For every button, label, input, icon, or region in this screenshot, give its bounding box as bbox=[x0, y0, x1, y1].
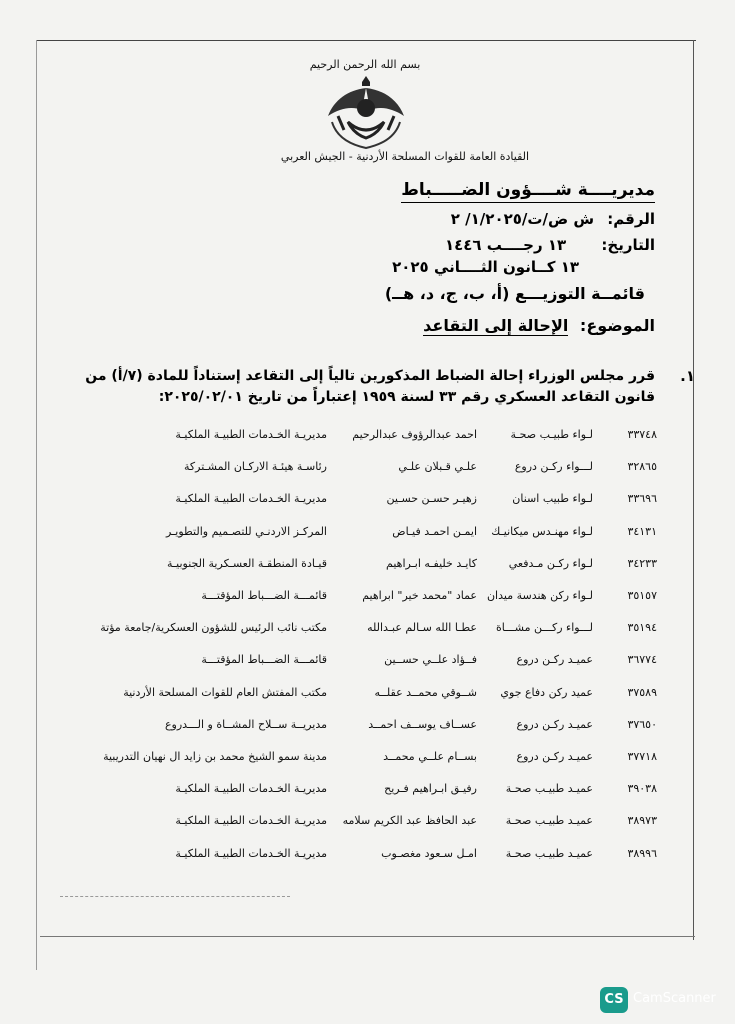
officer-name: ايمـن احمـد فيـاض bbox=[392, 524, 477, 538]
officer-rank: لـواء ركـن مـدفعي bbox=[508, 556, 593, 570]
officer-rank: عميـد ركـن دروع bbox=[516, 653, 593, 667]
paragraph-1 bbox=[85, 366, 695, 408]
officer-unit: قيـادة المنطقـة العسـكرية الجنوبيـة bbox=[167, 556, 327, 570]
officer-unit: مديريـة الخـدمات الطبيـة الملكيـة bbox=[175, 492, 327, 506]
officer-name: علـي قـبلان علـي bbox=[398, 460, 477, 474]
reference-label: الرقم: bbox=[607, 210, 655, 228]
army-emblem-icon bbox=[318, 72, 414, 152]
officer-unit: مديريـة الخـدمات الطبيـة الملكيـة bbox=[175, 814, 327, 828]
officer-rank: عميد ركن دفاع جوي bbox=[500, 685, 593, 699]
frame-line-top bbox=[36, 40, 696, 41]
reference-line bbox=[451, 210, 655, 228]
table-row bbox=[77, 814, 657, 832]
officer-unit: رئاسـة هيئـة الاركـان المشـتركة bbox=[184, 460, 327, 474]
officer-name: عســاف يوســف احمــد bbox=[368, 717, 477, 731]
officer-name: رفيـق ابـراهيم فـريح bbox=[384, 782, 477, 796]
paragraph-text: قرر مجلس الوزراء إحالة الضباط المذكورين تالياً إلى التقاعد إستناداً للمادة (٧/أ) من قانون التقاعد العسكري رقم ٣٣ لسنة ١٩٥٩ إعتباراً من تاريخ ٢٠٢٥/٠٢/٠١: bbox=[85, 368, 655, 405]
officer-name: عبد الحافظ عبد الكريم سلامه bbox=[342, 814, 477, 828]
officer-rank: عميـد طبيـب صحـة bbox=[505, 814, 593, 828]
officer-unit: قائمـــة الضـــباط المؤقتـــة bbox=[201, 589, 327, 602]
date-gregorian: ١٣ كــانون الثــــاني ٢٠٢٥ bbox=[392, 258, 579, 276]
frame-line-right bbox=[693, 40, 694, 940]
officer-name: احمد عبدالرؤوف عبدالرحيم bbox=[352, 428, 477, 441]
table-row bbox=[77, 653, 657, 671]
subject-label: الموضوع: bbox=[579, 316, 655, 335]
officer-num: ٣٣٦٩٦ bbox=[627, 492, 657, 506]
command-title: القيادة العامة للقوات المسلحة الأردنية - الجيش العربي bbox=[280, 150, 530, 163]
officer-rank: لـواء ركن هندسة ميدان bbox=[486, 589, 593, 602]
officer-rank: لـواء طبيب اسنان bbox=[512, 492, 593, 506]
officer-name: عطـا الله سـالم عبـدالله bbox=[367, 621, 477, 635]
officer-unit: مديريـة الخـدمات الطبيـة الملكيـة bbox=[175, 428, 327, 441]
camscanner-logo-icon: CS bbox=[600, 987, 628, 1013]
subject-line bbox=[423, 316, 655, 335]
date-label: التاريخ: bbox=[601, 236, 655, 254]
table-row bbox=[77, 557, 657, 575]
officer-rank: عميـد طبيـب صحـة bbox=[505, 846, 593, 860]
officer-unit: مديريـة الخـدمات الطبيـة الملكيـة bbox=[175, 846, 327, 860]
officer-unit: المركـز الاردنـي للتصـميم والتطويـر bbox=[165, 524, 327, 538]
officer-name: عماد "محمد خير" ابراهيم bbox=[362, 589, 477, 602]
paragraph-number: ١. bbox=[680, 367, 695, 385]
officer-unit: مديريـة الخـدمات الطبيـة الملكيـة bbox=[175, 782, 327, 796]
table-row bbox=[77, 428, 657, 446]
table-row bbox=[77, 750, 657, 768]
table-row bbox=[77, 621, 657, 639]
officer-rank: لـــواء ركـن دروع bbox=[514, 460, 593, 474]
distribution-list: قائمــة التوزيـــع (أ، ب، ج، د، هــ) bbox=[384, 284, 645, 303]
officer-num: ٣٧٦٥٠ bbox=[627, 717, 657, 731]
subject-value: الإحالة إلى التقاعد bbox=[423, 316, 569, 335]
officer-num: ٣٤١٣١ bbox=[627, 524, 657, 538]
officer-rank: عميـد طبيـب صحـة bbox=[505, 782, 593, 796]
frame-line-left bbox=[36, 40, 37, 970]
officer-name: شــوقي محمــد عقلــه bbox=[374, 685, 477, 699]
officer-unit: مدينة سمو الشيخ محمد بن زايد ال نهيان التدريبية bbox=[103, 750, 327, 763]
table-row bbox=[77, 718, 657, 736]
officer-unit: مكتب المفتش العام للقوات المسلحة الأردنية bbox=[123, 685, 327, 699]
table-row bbox=[77, 492, 657, 510]
frame-line-bottom bbox=[40, 936, 695, 937]
officer-rank: عميـد ركـن دروع bbox=[516, 750, 593, 763]
officer-unit: مديريــة ســلاح المشــاة و الـــدروع bbox=[164, 717, 327, 731]
officer-unit: مكتب نائب الرئيس للشؤون العسكرية/جامعة مؤتة bbox=[100, 621, 327, 635]
table-row bbox=[77, 589, 657, 607]
officer-name: بســام علــي محمــد bbox=[383, 750, 477, 763]
officer-name: كايـد خليفـه ابـراهيم bbox=[386, 556, 477, 570]
table-row bbox=[77, 686, 657, 704]
officer-num: ٣٤٢٣٣ bbox=[627, 556, 657, 570]
dashed-line bbox=[60, 896, 290, 897]
officer-num: ٣٥١٩٤ bbox=[627, 621, 657, 635]
officer-num: ٣٧٥٨٩ bbox=[627, 685, 657, 699]
officer-rank: لـواء طبيـب صحـة bbox=[510, 428, 593, 441]
officer-num: ٣٢٨٦٥ bbox=[627, 460, 657, 474]
date-hijri: ١٣ رجــــب ١٤٤٦ bbox=[444, 236, 567, 254]
table-row bbox=[77, 782, 657, 800]
table-row bbox=[77, 847, 657, 865]
bismillah-heading: بسم الله الرحمن الرحيم bbox=[309, 58, 421, 71]
officer-name: فــؤاد علــي حســين bbox=[384, 653, 477, 667]
date-greg-line bbox=[392, 258, 587, 276]
officer-num: ٣٨٩٩٦ bbox=[627, 846, 657, 860]
table-row bbox=[77, 525, 657, 543]
table-row bbox=[77, 460, 657, 478]
camscanner-watermark: CamScanner bbox=[633, 991, 716, 1006]
officer-rank: عميـد ركـن دروع bbox=[516, 717, 593, 731]
department-title: مديريــــة شــــؤون الضـــــباط bbox=[401, 180, 655, 203]
officer-rank: لـواء مهنـدس ميكانيـك bbox=[491, 524, 593, 538]
officer-num: ٣٧٧١٨ bbox=[627, 750, 657, 763]
officer-name: زهيـر حسـن حسـين bbox=[386, 492, 477, 506]
date-line bbox=[445, 236, 655, 254]
officer-num: ٣٣٧٤٨ bbox=[627, 428, 657, 441]
officer-num: ٣٨٩٧٣ bbox=[627, 814, 657, 828]
officer-rank: لـــواء ركـــن مشـــاة bbox=[495, 621, 593, 635]
officer-num: ٣٥١٥٧ bbox=[627, 589, 657, 602]
officer-num: ٣٦٧٧٤ bbox=[627, 653, 657, 667]
officer-name: امـل سـعود مغصـوب bbox=[381, 846, 477, 860]
officer-num: ٣٩٠٣٨ bbox=[627, 782, 657, 796]
reference-value: ش ض/ت/١/٢٠٢٥/ ٢ bbox=[450, 210, 595, 228]
officer-unit: قائمـــة الضـــباط المؤقتـــة bbox=[201, 653, 327, 667]
